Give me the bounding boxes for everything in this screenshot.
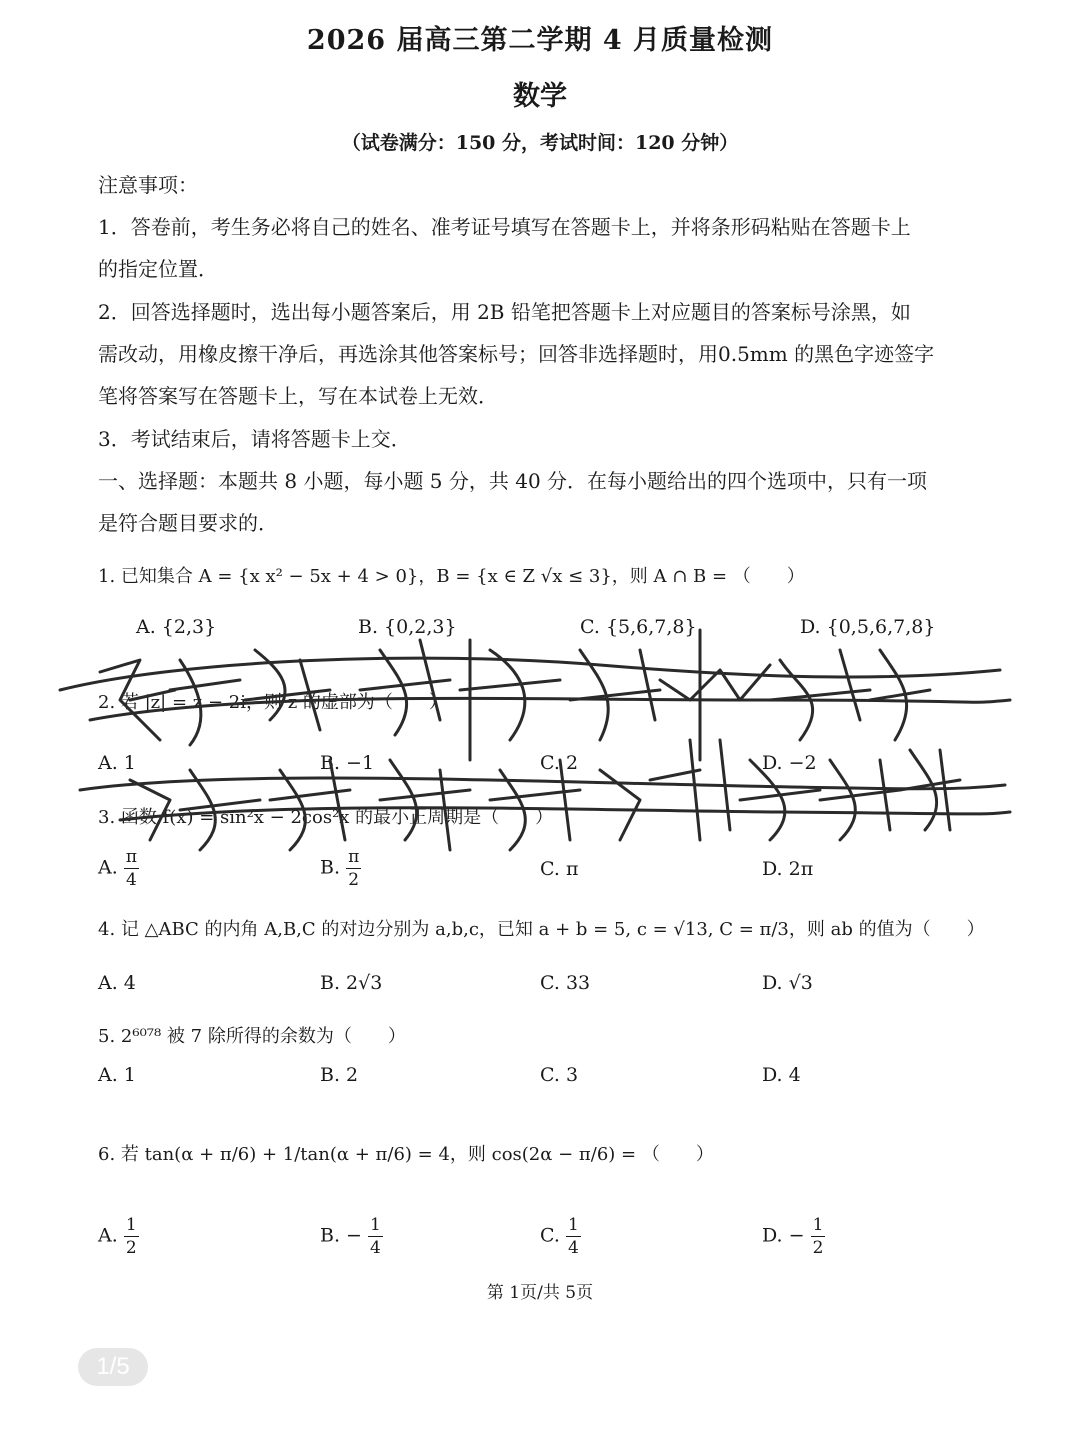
q3-option-b-label: B. [320, 856, 341, 879]
scribble-stroke [600, 740, 700, 840]
notes-heading: 注意事项： [98, 173, 198, 197]
page-indicator[interactable]: 1/5 [78, 1348, 148, 1386]
q3-option-a-numerator: π [125, 847, 137, 867]
scribble-stroke [170, 660, 240, 745]
note-2a: 2．回答选择题时，选出每小题答案后，用 2B 铅笔把答题卡上对应题目的答案标号涂黑，如 [98, 300, 911, 324]
q5-option-b: B. 2 [320, 1064, 359, 1086]
scribble-stroke [270, 760, 350, 850]
q3-option-a-denominator: 4 [125, 870, 137, 890]
scribble-stroke [80, 778, 1005, 790]
q2-stem: 2. 若 |z| = z − 2i，则 z 的虚部为（ ） [98, 692, 447, 713]
q6-option-a-label: A. [98, 1224, 118, 1247]
q4-option-a: A. 4 [98, 972, 136, 994]
section-title-line1: 一、选择题：本题共 8 小题，每小题 5 分，共 40 分．在每小题给出的四个选项中，只有一项 [98, 469, 928, 493]
q6-option-b-numerator: 1 [370, 1215, 381, 1235]
q6-option-c-label: C. [540, 1224, 560, 1247]
q2-option-d: D. −2 [762, 752, 817, 774]
q5-option-c: C. 3 [540, 1064, 579, 1086]
q2-option-a: A. 1 [98, 752, 136, 774]
q3-option-b-denominator: 2 [348, 870, 360, 890]
q3-option-a-label: A. [98, 856, 118, 879]
q3-option-d: D. 2π [762, 858, 814, 880]
note-3: 3．考试结束后，请将答题卡上交． [98, 427, 411, 451]
q1-option-d: D. {0,5,6,7,8} [800, 616, 936, 638]
q6-option-d-numerator: 1 [812, 1215, 824, 1235]
q6-option-b-label: B. − [320, 1224, 362, 1247]
scribble-stroke [720, 740, 820, 840]
q6-option-a-denominator: 2 [125, 1238, 137, 1258]
section-title-line2: 是符合题目要求的． [98, 511, 278, 535]
q1-option-b: B. {0,2,3} [358, 616, 457, 638]
q6-option-d-denominator: 2 [812, 1238, 824, 1258]
page-footer: 第 1页/共 5页 [486, 1283, 594, 1303]
q6-option-c-denominator: 4 [567, 1238, 579, 1258]
q1-option-a: A. {2,3} [136, 616, 217, 638]
q1-stem: 1. 已知集合 A = {x x² − 5x + 4 > 0}，B = {x ∈ Z √x ≤ 3}，则 A ∩ B = （ ） [98, 566, 805, 587]
scribble-stroke [770, 650, 870, 740]
scribble-stroke [870, 650, 930, 740]
q2-option-c: C. 2 [540, 752, 579, 774]
scribble-stroke [360, 640, 450, 735]
q6-option-d-label: D. − [762, 1224, 805, 1247]
exam-subject: 数学 [513, 81, 567, 112]
scribble-stroke [660, 630, 770, 760]
q3-option-b-numerator: π [348, 847, 360, 867]
q4-option-d: D. √3 [762, 972, 813, 994]
scribble-stroke [490, 760, 580, 850]
q3-stem: 3. 函数 f(x) = sin²x − 2cos²x 的最小正周期是（ ） [98, 807, 554, 828]
q6-stem: 6. 若 tan(α + π/6) + 1/tan(α + π/6) = 4，则 cos(2α − π/6) = （ ） [98, 1144, 714, 1165]
q2-option-b: B. −1 [320, 752, 375, 774]
q6-option-b-denominator: 4 [370, 1238, 381, 1258]
exam-title: 2026 届高三第二学期 4 月质量检测 [306, 25, 774, 56]
q4-stem: 4. 记 △ABC 的内角 A,B,C 的对边分别为 a,b,c，已知 a + b = 5, c = √13, C = π/3，则 ab 的值为（ ） [98, 919, 985, 940]
q6-option-a-numerator: 1 [125, 1215, 137, 1235]
note-2b: 需改动，用橡皮擦干净后，再选涂其他答案标号；回答非选择题时，用0.5mm 的黑色字迹签字 [98, 342, 935, 366]
q3-option-c: C. π [540, 858, 579, 880]
note-1b: 的指定位置． [98, 257, 218, 281]
q5-option-a: A. 1 [98, 1064, 136, 1086]
scribble-stroke [820, 760, 900, 840]
scribble-stroke [90, 698, 1010, 720]
note-1a: 1．答卷前，考生务必将自己的姓名、准考证号填写在答题卡上，并将条形码粘贴在答题卡上 [98, 215, 911, 239]
q1-option-c: C. {5,6,7,8} [580, 616, 697, 638]
q4-option-b: B. 2√3 [320, 972, 383, 994]
q5-option-d: D. 4 [762, 1064, 801, 1086]
exam-info: （试卷满分：150 分，考试时间：120 分钟） [341, 132, 739, 154]
q4-option-c: C. 33 [540, 972, 591, 994]
q5-stem: 5. 2⁶⁰⁷⁸ 被 7 除所得的余数为（ ） [98, 1026, 406, 1047]
note-2c: 笔将答案写在答题卡上，写在本试卷上无效． [98, 384, 498, 408]
q6-option-c-numerator: 1 [567, 1215, 579, 1235]
scribble-stroke [380, 760, 470, 850]
